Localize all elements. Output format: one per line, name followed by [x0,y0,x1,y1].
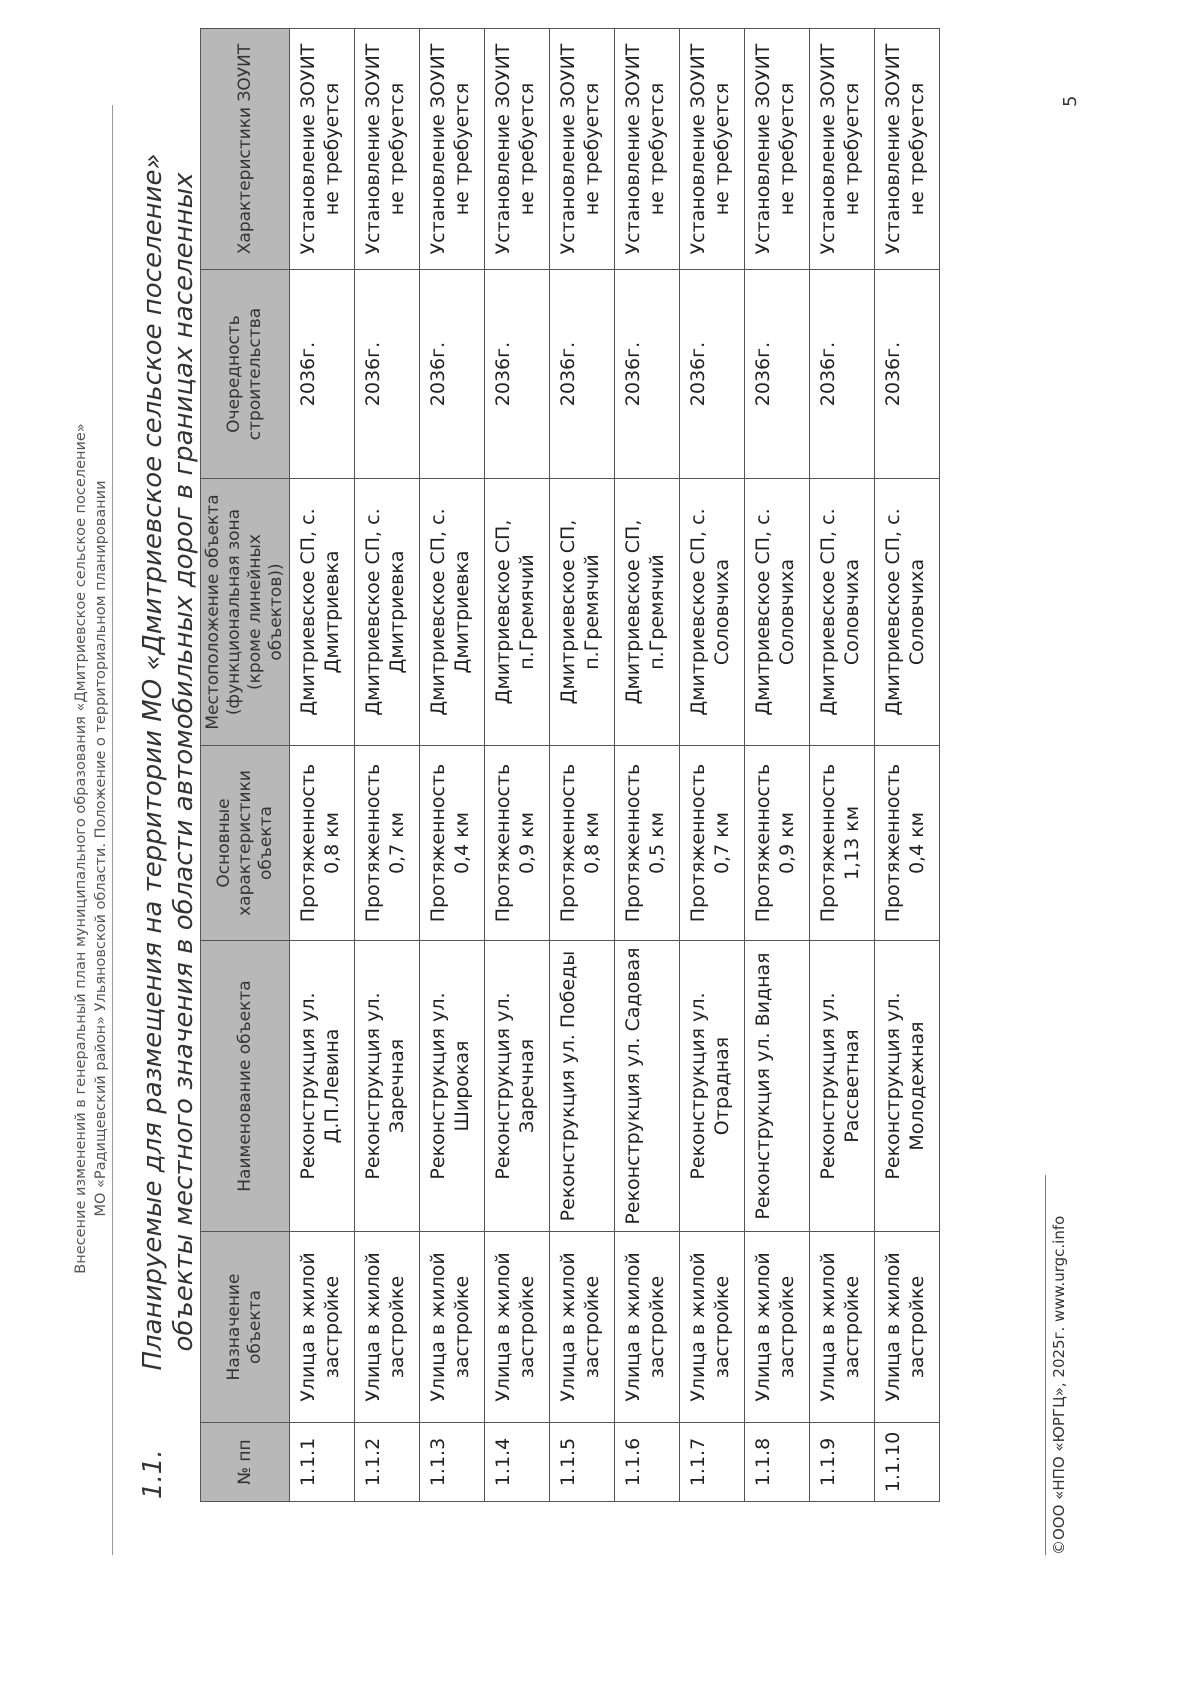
table-header-row [201,29,290,1502]
table-row [355,29,420,1502]
column-header-purpose: Назначение объекта [201,1232,290,1423]
cell-zouit: Установление ЗОУИТ не требуется [355,29,420,270]
cell-stage: 2036г. [745,270,810,479]
cell-name: Реконструкция ул. Садовая [615,941,680,1232]
column-header-characteristics: Основные характеристики объекта [201,746,290,941]
cell-purpose: Улица в жилой застройке [810,1232,875,1423]
footer-divider [1045,1175,1046,1555]
cell-characteristics: Протяженность 0,4 км [875,746,940,941]
footer-copyright: ©ООО «НПО «ЮРГЦ», 2025г. www.urgc.info [1050,1215,1068,1555]
cell-purpose: Улица в жилой застройке [745,1232,810,1423]
cell-location: Дмитриевское СП, с. Дмитриевка [355,479,420,746]
cell-number: 1.1.7 [680,1423,745,1502]
cell-number: 1.1.1 [290,1423,355,1502]
section-title: Планируемые для размещения на территории МО «Дмитриевское сельское поселение» объекты местного значения в области автомобильных дорог в границах населенных [138,153,199,1371]
cell-purpose: Улица в жилой застройке [420,1232,485,1423]
cell-location: Дмитриевское СП, с. Соловчиха [810,479,875,746]
cell-number: 1.1.5 [550,1423,615,1502]
cell-purpose: Улица в жилой застройке [680,1232,745,1423]
objects-table [200,28,940,1502]
table-row [485,29,550,1502]
cell-name: Реконструкция ул. Широкая [420,941,485,1232]
cell-number: 1.1.4 [485,1423,550,1502]
table-row [745,29,810,1502]
cell-number: 1.1.3 [420,1423,485,1502]
cell-stage: 2036г. [875,270,940,479]
cell-zouit: Установление ЗОУИТ не требуется [485,29,550,270]
cell-location: Дмитриевское СП, с. Дмитриевка [420,479,485,746]
column-header-stage: Очередность строительства [201,270,290,479]
column-header-number: № пп [201,1423,290,1502]
cell-location: Дмитриевское СП, с. Соловчиха [745,479,810,746]
cell-characteristics: Протяженность 0,7 км [680,746,745,941]
cell-characteristics: Протяженность 1,13 км [810,746,875,941]
cell-characteristics: Протяженность 0,4 км [420,746,485,941]
cell-zouit: Установление ЗОУИТ не требуется [550,29,615,270]
table-header [201,29,290,1502]
cell-number: 1.1.2 [355,1423,420,1502]
cell-number: 1.1.6 [615,1423,680,1502]
column-header-name: Наименование объекта [201,941,290,1232]
cell-characteristics: Протяженность 0,5 км [615,746,680,941]
table-row [680,29,745,1502]
cell-purpose: Улица в жилой застройке [875,1232,940,1423]
cell-zouit: Установление ЗОУИТ не требуется [680,29,745,270]
cell-purpose: Улица в жилой застройке [615,1232,680,1423]
header-divider [112,105,113,1555]
cell-zouit: Установление ЗОУИТ не требуется [810,29,875,270]
cell-name: Реконструкция ул. Д.П.Левина [290,941,355,1232]
column-header-zouit: Характеристики ЗОУИТ [201,29,290,270]
cell-stage: 2036г. [355,270,420,479]
cell-stage: 2036г. [420,270,485,479]
table-row [615,29,680,1502]
cell-name: Реконструкция ул. Молодежная [875,941,940,1232]
cell-stage: 2036г. [290,270,355,479]
cell-characteristics: Протяженность 0,7 км [355,746,420,941]
cell-characteristics: Протяженность 0,9 км [485,746,550,941]
cell-name: Реконструкция ул. Победы [550,941,615,1232]
cell-purpose: Улица в жилой застройке [290,1232,355,1423]
cell-characteristics: Протяженность 0,8 км [550,746,615,941]
cell-stage: 2036г. [550,270,615,479]
cell-name: Реконструкция ул. Рассветная [810,941,875,1232]
cell-zouit: Установление ЗОУИТ не требуется [420,29,485,270]
cell-number: 1.1.9 [810,1423,875,1502]
cell-stage: 2036г. [615,270,680,479]
table-body [290,29,940,1502]
table-row [810,29,875,1502]
cell-stage: 2036г. [680,270,745,479]
table-row [420,29,485,1502]
cell-purpose: Улица в жилой застройке [550,1232,615,1423]
table-row [550,29,615,1502]
cell-location: Дмитриевское СП, с. Соловчиха [875,479,940,746]
cell-name: Реконструкция ул. Отрадная [680,941,745,1232]
column-header-location: Местоположение объекта (функциональная зона (кроме линейных объектов)) [201,479,290,746]
cell-location: Дмитриевское СП, с. Соловчиха [680,479,745,746]
cell-name: Реконструкция ул. Заречная [485,941,550,1232]
table-row [875,29,940,1502]
section-number: 1.1. [138,1449,168,1499]
cell-number: 1.1.8 [745,1423,810,1502]
cell-location: Дмитриевское СП, п.Гремячий [615,479,680,746]
cell-zouit: Установление ЗОУИТ не требуется [290,29,355,270]
cell-zouit: Установление ЗОУИТ не требуется [875,29,940,270]
cell-name: Реконструкция ул. Заречная [355,941,420,1232]
cell-stage: 2036г. [810,270,875,479]
cell-zouit: Установление ЗОУИТ не требуется [615,29,680,270]
cell-name: Реконструкция ул. Видная [745,941,810,1232]
cell-location: Дмитриевское СП, с. Дмитриевка [290,479,355,746]
cell-characteristics: Протяженность 0,9 км [745,746,810,941]
cell-number: 1.1.10 [875,1423,940,1502]
running-header-line-1: Внесение изменений в генеральный план муниципального образования «Дмитриевское сельское поселение» [73,423,89,1274]
cell-characteristics: Протяженность 0,8 км [290,746,355,941]
cell-location: Дмитриевское СП, п.Гремячий [485,479,550,746]
cell-stage: 2036г. [485,270,550,479]
page-number: 5 [1060,95,1081,107]
table-row [290,29,355,1502]
cell-zouit: Установление ЗОУИТ не требуется [745,29,810,270]
cell-purpose: Улица в жилой застройке [485,1232,550,1423]
running-header-line-2: МО «Радищевский район» Ульяновской области. Положение о территориальном планировании [93,480,109,1217]
cell-purpose: Улица в жилой застройке [355,1232,420,1423]
cell-location: Дмитриевское СП, п.Гремячий [550,479,615,746]
